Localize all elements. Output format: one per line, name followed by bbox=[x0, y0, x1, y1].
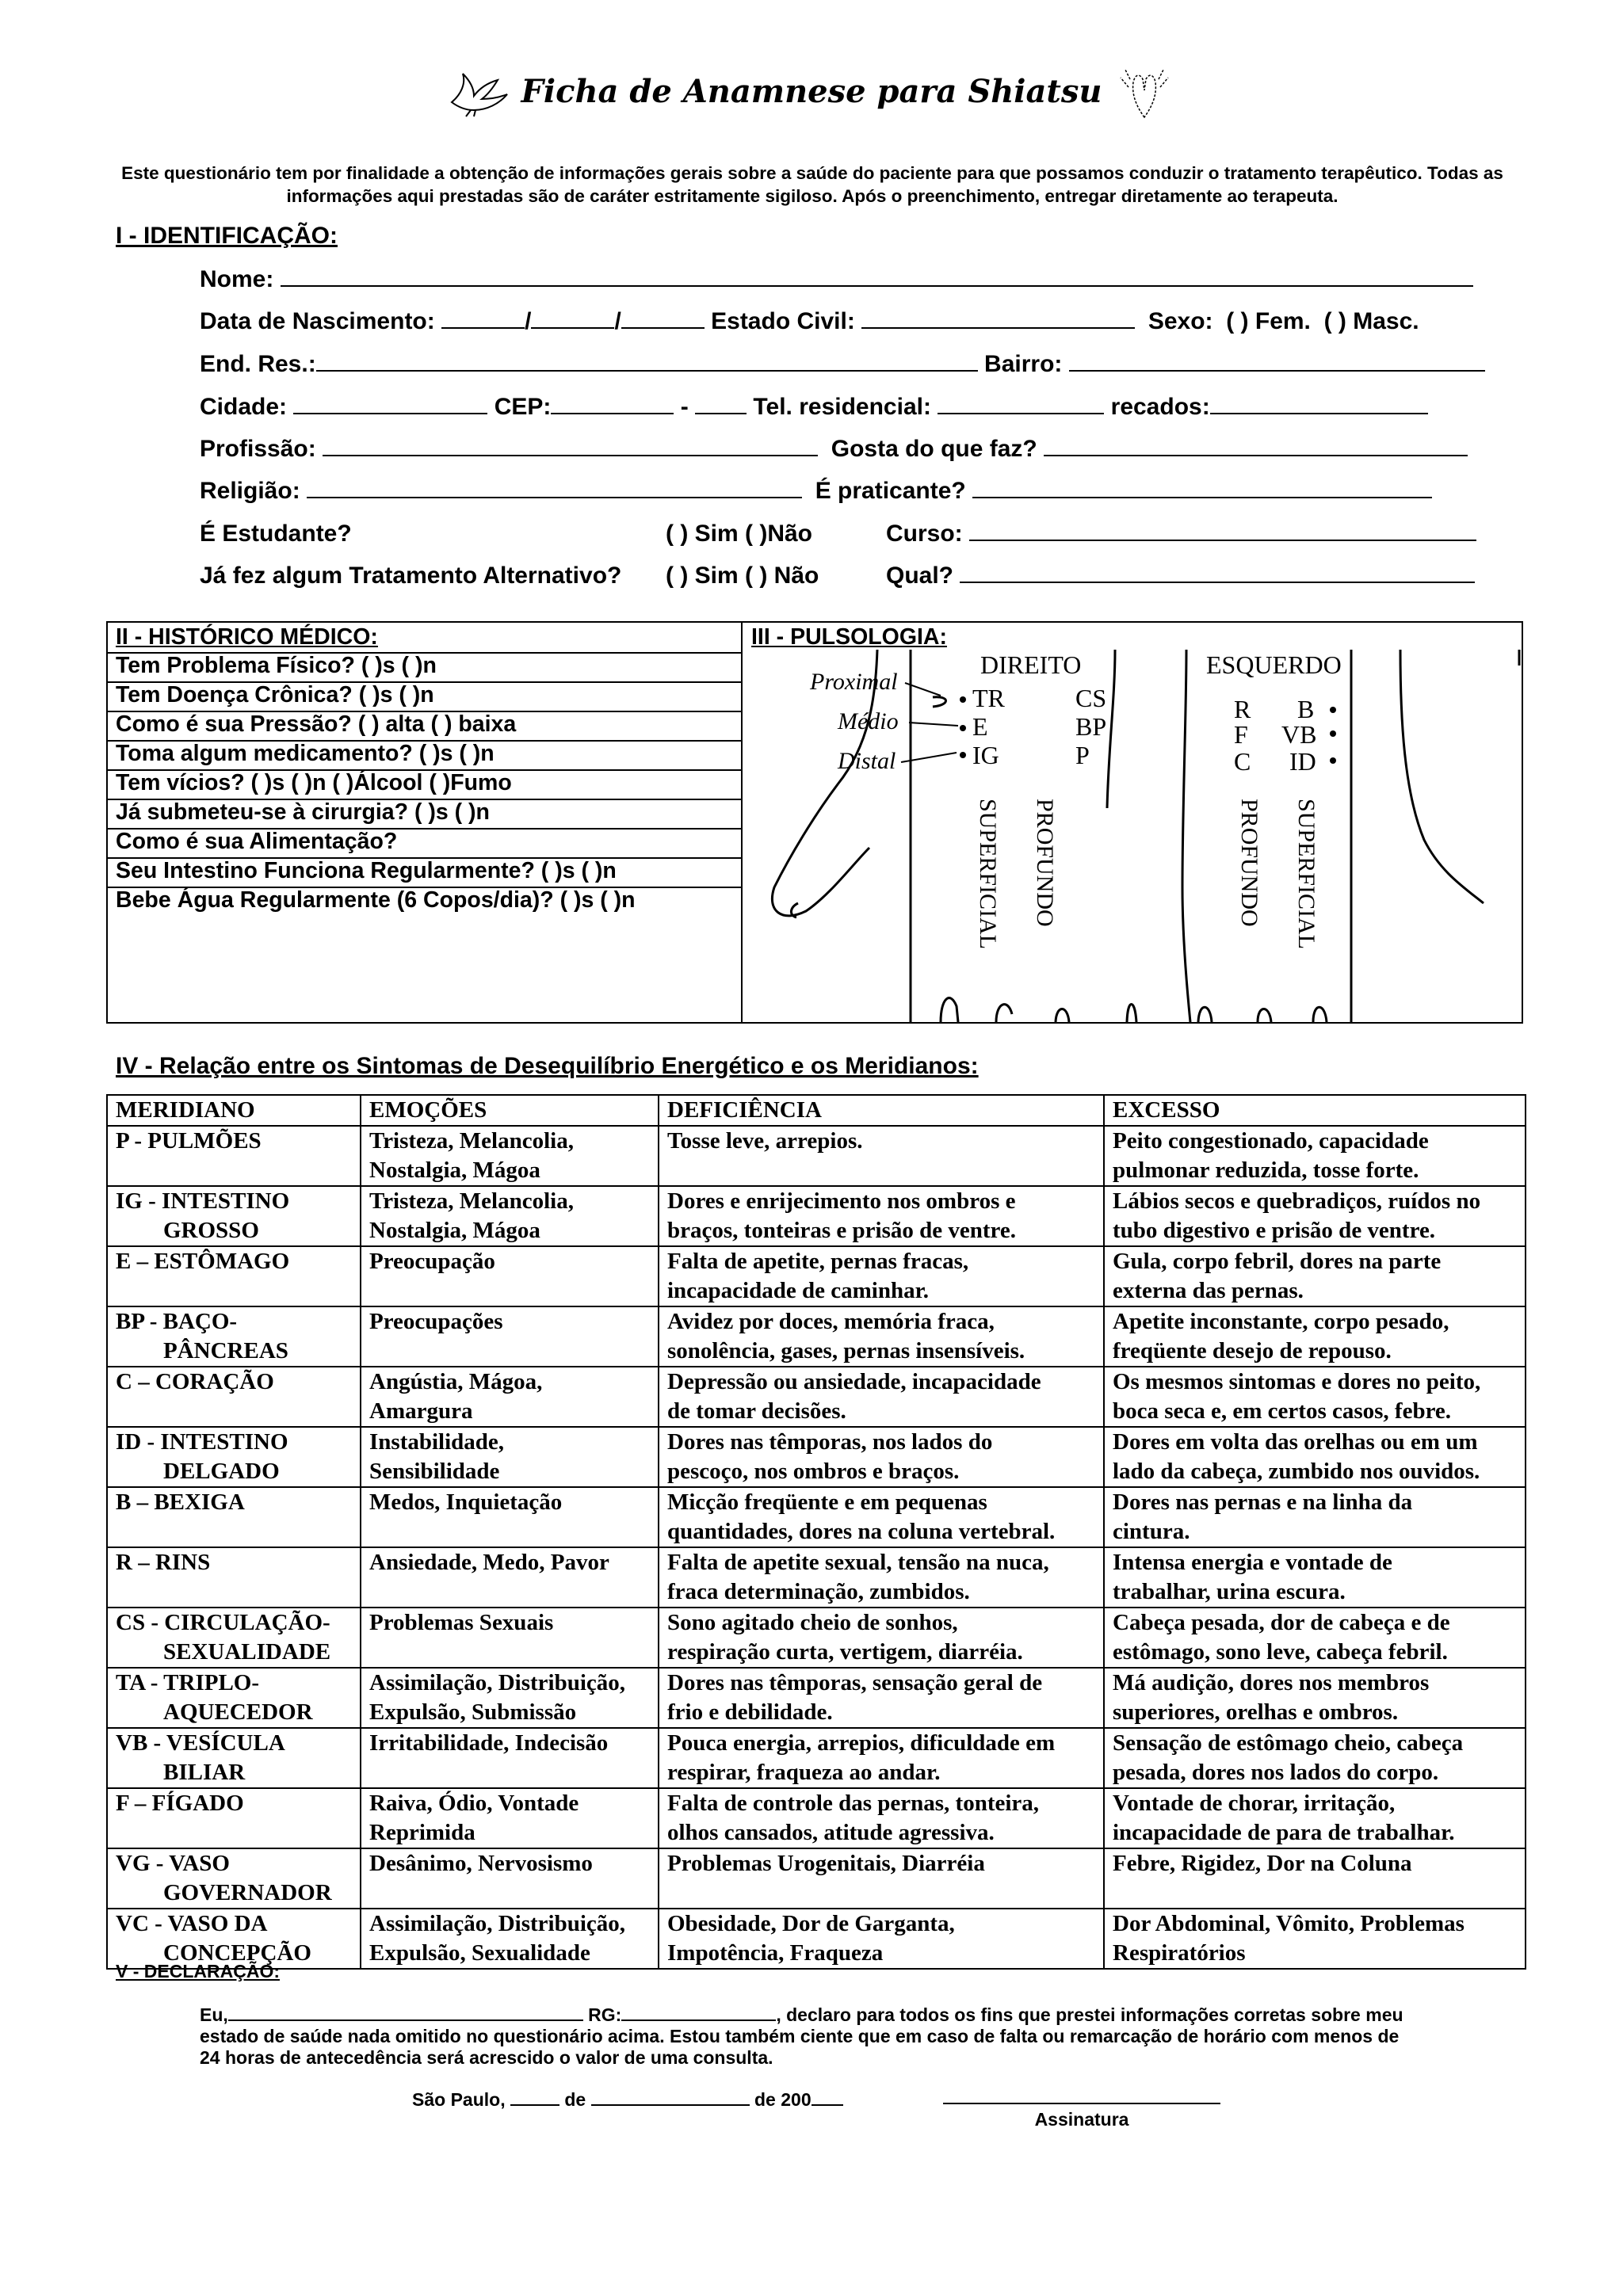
praticante-label: É praticante? bbox=[815, 478, 966, 504]
excesso-cell bbox=[1104, 1487, 1526, 1547]
dia-field[interactable] bbox=[510, 2090, 559, 2106]
meridian-e: E bbox=[972, 712, 988, 741]
praying-hands-icon bbox=[1113, 67, 1176, 122]
emocoes-text: Raiva, Ódio, Vontade bbox=[369, 1791, 579, 1816]
emocoes-text: Tristeza, Melancolia, bbox=[369, 1128, 574, 1154]
meridiano-name: C – CORAÇÃO bbox=[116, 1369, 274, 1394]
qual-label: Qual? bbox=[886, 563, 954, 589]
excesso-cell bbox=[1104, 1367, 1526, 1427]
cidade-field[interactable] bbox=[293, 394, 487, 414]
table-row bbox=[107, 1848, 1526, 1909]
excesso-text: incapacidade de para de trabalhar. bbox=[1113, 1820, 1455, 1845]
meridiano-cell bbox=[107, 1487, 361, 1547]
meridiano-cell bbox=[107, 1186, 361, 1246]
profissao-label: Profissão: bbox=[200, 436, 316, 462]
ano-field[interactable] bbox=[812, 2090, 843, 2106]
emocoes-text: Expulsão, Submissão bbox=[369, 1699, 577, 1725]
meridian-r: R bbox=[1234, 695, 1251, 723]
historico-row-6[interactable]: Já submeteu-se à cirurgia? ( )s ( )n bbox=[116, 799, 490, 825]
meridiano-cell bbox=[107, 1909, 361, 1969]
table-row bbox=[107, 1608, 1526, 1668]
profundo-left-label: PROFUNDO bbox=[1236, 799, 1262, 927]
cep-field[interactable] bbox=[551, 394, 674, 414]
proximal-label: Proximal bbox=[810, 669, 898, 695]
date-slash: / bbox=[525, 308, 532, 334]
emocoes-text: Tristeza, Melancolia, bbox=[369, 1188, 574, 1214]
meridiano-cell bbox=[107, 1246, 361, 1306]
deficiencia-cell bbox=[659, 1306, 1104, 1367]
emocoes-text: Amargura bbox=[369, 1398, 473, 1424]
deficiencia-cell bbox=[659, 1728, 1104, 1788]
emocoes-cell bbox=[361, 1608, 659, 1668]
meridiano-name: F – FÍGADO bbox=[116, 1791, 244, 1816]
deficiencia-text: Impotência, Fraqueza bbox=[667, 1940, 884, 1966]
historico-row-5[interactable]: Tem vícios? ( )s ( )n ( )Álcool ( )Fumo bbox=[116, 770, 512, 795]
tel-field[interactable] bbox=[938, 394, 1104, 414]
assinatura-line[interactable] bbox=[943, 2103, 1220, 2104]
table-row bbox=[107, 1367, 1526, 1427]
excesso-text: tubo digestivo e prisão de ventre. bbox=[1113, 1218, 1436, 1243]
excesso-text: freqüente desejo de repouso. bbox=[1113, 1338, 1392, 1363]
emocoes-text: Sensibilidade bbox=[369, 1459, 500, 1484]
cep-suffix-field[interactable] bbox=[695, 394, 747, 414]
dove-icon bbox=[447, 71, 510, 118]
assinatura-label: Assinatura bbox=[1034, 2109, 1129, 2130]
meridian-c: C bbox=[1234, 747, 1251, 776]
nome-label: Nome: bbox=[200, 266, 274, 292]
emocoes-cell bbox=[361, 1367, 659, 1427]
emocoes-text: Assimilação, Distribuição, bbox=[369, 1670, 626, 1695]
tratamento-label: Já fez algum Tratamento Alternativo? bbox=[200, 563, 622, 589]
excesso-text: Dor Abdominal, Vômito, Problemas bbox=[1113, 1911, 1465, 1936]
form-title bbox=[0, 67, 1623, 122]
excesso-cell bbox=[1104, 1608, 1526, 1668]
excesso-text: Febre, Rigidez, Dor na Coluna bbox=[1113, 1851, 1412, 1876]
form-title-text: Ficha de Anamnese para Shiatsu bbox=[521, 73, 1102, 110]
meridiano-cell bbox=[107, 1668, 361, 1728]
distal-label: Distal bbox=[838, 748, 896, 774]
meridiano-name: ID - INTESTINO bbox=[116, 1429, 288, 1455]
religiao-field[interactable] bbox=[307, 478, 802, 498]
emocoes-text: Problemas Sexuais bbox=[369, 1610, 554, 1635]
excesso-cell bbox=[1104, 1186, 1526, 1246]
deficiencia-text: Problemas Urogenitais, Diarréia bbox=[667, 1851, 985, 1876]
deficiencia-cell bbox=[659, 1246, 1104, 1306]
direito-group bbox=[972, 650, 1106, 769]
emocoes-cell bbox=[361, 1788, 659, 1848]
superficial-left-label: SUPERFICIAL bbox=[1293, 799, 1319, 950]
excesso-text: Gula, corpo febril, dores na parte bbox=[1113, 1249, 1442, 1274]
meridiano-cell bbox=[107, 1126, 361, 1186]
deficiencia-cell bbox=[659, 1788, 1104, 1848]
deficiencia-text: incapacidade de caminhar. bbox=[667, 1278, 930, 1303]
deficiencia-cell bbox=[659, 1547, 1104, 1608]
emocoes-text: Irritabilidade, Indecisão bbox=[369, 1730, 609, 1756]
historico-heading: II - HISTÓRICO MÉDICO: bbox=[116, 624, 378, 650]
estudante-label: É Estudante? bbox=[200, 521, 352, 547]
meridiano-cell bbox=[107, 1427, 361, 1487]
meridiano-cell bbox=[107, 1728, 361, 1788]
meridiano-name-cont: GROSSO bbox=[163, 1218, 259, 1243]
meridiano-name-cont: GOVERNADOR bbox=[163, 1880, 332, 1905]
deficiencia-text: respiração curta, vertigem, diarréia. bbox=[667, 1639, 1023, 1665]
mes-field[interactable] bbox=[591, 2090, 750, 2106]
deficiencia-text: braços, tonteiras e prisão de ventre. bbox=[667, 1218, 1017, 1243]
estado-civil-label: Estado Civil: bbox=[711, 308, 855, 334]
profissao-row bbox=[200, 436, 1468, 463]
excesso-text: Respiratórios bbox=[1113, 1940, 1246, 1966]
excesso-cell bbox=[1104, 1306, 1526, 1367]
meridian-bp: BP bbox=[1075, 712, 1107, 741]
nascimento-year-field[interactable] bbox=[621, 308, 705, 329]
emocoes-cell bbox=[361, 1487, 659, 1547]
qual-field[interactable] bbox=[960, 563, 1475, 583]
sexo-fem-checkbox[interactable]: ( ) Fem. bbox=[1226, 308, 1311, 334]
excesso-text: Vontade de chorar, irritação, bbox=[1113, 1791, 1396, 1816]
emocoes-cell bbox=[361, 1186, 659, 1246]
declaracao-line3: 24 horas de antecedência será acrescido o valor de uma consulta. bbox=[200, 2047, 773, 2068]
cep-label: CEP: bbox=[494, 394, 552, 420]
excesso-cell bbox=[1104, 1728, 1526, 1788]
nascimento-row bbox=[200, 308, 1419, 335]
historico-row-7[interactable]: Como é sua Alimentação? bbox=[116, 829, 398, 854]
declaracao-line1: , declaro para todos os fins que prestei informações corretas sobre meu bbox=[776, 2004, 1403, 2025]
meridiano-name: P - PULMÕES bbox=[116, 1128, 262, 1154]
historico-row-1[interactable]: Tem Problema Físico? ( )s ( )n bbox=[116, 653, 437, 678]
emocoes-text: Preocupações bbox=[369, 1309, 503, 1334]
emocoes-cell bbox=[361, 1427, 659, 1487]
deficiencia-text: quantidades, dores na coluna vertebral. bbox=[667, 1519, 1056, 1544]
esquerdo-label: ESQUERDO bbox=[1206, 650, 1342, 679]
emocoes-cell bbox=[361, 1126, 659, 1186]
meridiano-name-cont: SEXUALIDADE bbox=[163, 1639, 331, 1665]
superficial-right-label: SUPERFICIAL bbox=[975, 799, 1001, 950]
meridiano-cell bbox=[107, 1788, 361, 1848]
declarante-name-field[interactable] bbox=[228, 2005, 583, 2021]
gosta-label: Gosta do que faz? bbox=[831, 436, 1037, 462]
deficiencia-text: Micção freqüente e em pequenas bbox=[667, 1489, 987, 1515]
deficiencia-cell bbox=[659, 1487, 1104, 1547]
deficiencia-text: Tosse leve, arrepios. bbox=[667, 1128, 863, 1154]
sexo-label: Sexo: bbox=[1148, 308, 1213, 334]
hands-outline bbox=[772, 650, 1519, 1022]
excesso-text: Sensação de estômago cheio, cabeça bbox=[1113, 1730, 1464, 1756]
deficiencia-text: frio e debilidade. bbox=[667, 1699, 833, 1725]
cep-dash: - bbox=[680, 394, 689, 420]
deficiencia-cell bbox=[659, 1427, 1104, 1487]
deficiencia-text: Falta de apetite, pernas fracas, bbox=[667, 1249, 969, 1274]
excesso-text: Má audição, dores nos membros bbox=[1113, 1670, 1430, 1695]
endereco-row bbox=[200, 351, 1485, 378]
deficiencia-text: Avidez por doces, memória fraca, bbox=[667, 1309, 995, 1334]
historico-row-3[interactable]: Como é sua Pressão? ( ) alta ( ) baixa bbox=[116, 711, 517, 737]
nome-row bbox=[200, 266, 1473, 293]
deficiencia-text: respirar, fraqueza ao andar. bbox=[667, 1760, 941, 1785]
nascimento-day-field[interactable] bbox=[441, 308, 525, 329]
excesso-cell bbox=[1104, 1668, 1526, 1728]
excesso-text: Dores em volta das orelhas ou em um bbox=[1113, 1429, 1478, 1455]
emocoes-cell bbox=[361, 1848, 659, 1909]
bairro-field[interactable] bbox=[1069, 351, 1485, 372]
excesso-text: lado da cabeça, zumbido nos ouvidos. bbox=[1113, 1459, 1480, 1484]
endereco-label: End. Res.: bbox=[200, 351, 316, 377]
deficiencia-text: Dores e enrijecimento nos ombros e bbox=[667, 1188, 1016, 1214]
declaracao-heading: V - DECLARAÇÃO: bbox=[116, 1961, 280, 1981]
recados-label: recados: bbox=[1110, 394, 1210, 420]
deficiencia-text: Falta de controle das pernas, tonteira, bbox=[667, 1791, 1040, 1816]
tel-label: Tel. residencial: bbox=[753, 394, 931, 420]
emocoes-text: Expulsão, Sexualidade bbox=[369, 1940, 590, 1966]
meridian-b: B bbox=[1297, 695, 1315, 723]
excesso-cell bbox=[1104, 1909, 1526, 1969]
de-200-label: de 200 bbox=[754, 2089, 812, 2110]
emocoes-text: Angústia, Mágoa, bbox=[369, 1369, 543, 1394]
meridiano-cell bbox=[107, 1608, 361, 1668]
meridian-f: F bbox=[1234, 720, 1248, 749]
excesso-cell bbox=[1104, 1788, 1526, 1848]
deficiencia-text: Pouca energia, arrepios, dificuldade em bbox=[667, 1730, 1056, 1756]
declaracao-text bbox=[200, 2004, 1515, 2069]
deficiencia-text: fraca determinação, zumbidos. bbox=[667, 1579, 970, 1604]
nascimento-month-field[interactable] bbox=[531, 308, 614, 329]
emocoes-text: Nostalgia, Mágoa bbox=[369, 1158, 540, 1183]
excesso-text: cintura. bbox=[1113, 1519, 1190, 1544]
emocoes-text: Preocupação bbox=[369, 1249, 495, 1274]
deficiencia-cell bbox=[659, 1668, 1104, 1728]
emocoes-cell bbox=[361, 1306, 659, 1367]
meridian-cs: CS bbox=[1075, 684, 1107, 712]
deficiencia-cell bbox=[659, 1367, 1104, 1427]
table-row bbox=[107, 1186, 1526, 1246]
intro-text: Este questionário tem por finalidade a obtenção de informações gerais sobre a saúde do paciente para que possamos conduzir o tratamento terapêutico. Todas as informações aqui prestadas são de caráter estritamente sigiloso. Após o preenchimento, entregar diretamente ao terapeuta. bbox=[121, 163, 1503, 206]
meridiano-name: VB - VESÍCULA bbox=[116, 1730, 285, 1756]
pulse-position-labels bbox=[809, 669, 899, 774]
table-row bbox=[107, 1487, 1526, 1547]
deficiencia-text: Falta de apetite sexual, tensão na nuca, bbox=[667, 1550, 1049, 1575]
meridian-ig: IG bbox=[972, 741, 999, 769]
meridiano-name: VG - VASO bbox=[116, 1851, 230, 1876]
cidade-row bbox=[200, 394, 1428, 421]
excesso-text: Lábios secos e quebradiços, ruídos no bbox=[1113, 1188, 1481, 1214]
deficiencia-cell bbox=[659, 1186, 1104, 1246]
historico-row-9[interactable]: Bebe Água Regularmente (6 Copos/dia)? ( )s ( )n bbox=[116, 887, 636, 913]
data-local-row bbox=[412, 2089, 843, 2111]
historico-row-2[interactable]: Tem Doença Crônica? ( )s ( )n bbox=[116, 682, 434, 707]
emocoes-text: Desânimo, Nervosismo bbox=[369, 1851, 593, 1876]
emocoes-text: Instabilidade, bbox=[369, 1429, 505, 1455]
excesso-text: Dores nas pernas e na linha da bbox=[1113, 1489, 1413, 1515]
meridian-p: P bbox=[1075, 741, 1090, 769]
meridiano-name: R – RINS bbox=[116, 1550, 211, 1575]
religiao-row bbox=[200, 478, 1432, 505]
rg-label: RG: bbox=[588, 2004, 622, 2025]
excesso-cell bbox=[1104, 1246, 1526, 1306]
excesso-cell bbox=[1104, 1126, 1526, 1186]
excesso-text: externa das pernas. bbox=[1113, 1278, 1304, 1303]
meridiano-name: CS - CIRCULAÇÃO- bbox=[116, 1610, 330, 1635]
pulse-dots bbox=[960, 696, 1336, 764]
deficiencia-cell bbox=[659, 1126, 1104, 1186]
table-row bbox=[107, 1547, 1526, 1608]
meridiano-name-cont: AQUECEDOR bbox=[163, 1699, 313, 1725]
header-emocoes: EMOÇÕES bbox=[361, 1095, 659, 1126]
meridiano-cell bbox=[107, 1848, 361, 1909]
deficiencia-cell bbox=[659, 1608, 1104, 1668]
table-row bbox=[107, 1728, 1526, 1788]
tratamento-checkboxes[interactable]: ( ) Sim ( ) Não bbox=[666, 563, 819, 589]
date-slash: / bbox=[614, 308, 621, 334]
deficiencia-text: Depressão ou ansiedade, incapacidade bbox=[667, 1369, 1041, 1394]
excesso-text: boca seca e, em certos casos, febre. bbox=[1113, 1398, 1452, 1424]
excesso-text: Apetite inconstante, corpo pesado, bbox=[1113, 1309, 1449, 1334]
deficiencia-cell bbox=[659, 1909, 1104, 1969]
historico-row-8[interactable]: Seu Intestino Funciona Regularmente? ( )s ( )n bbox=[116, 858, 617, 883]
deficiencia-text: de tomar decisões. bbox=[667, 1398, 846, 1424]
direito-label: DIREITO bbox=[980, 650, 1082, 679]
nascimento-label: Data de Nascimento: bbox=[200, 308, 435, 334]
meridian-vb: VB bbox=[1281, 720, 1317, 749]
deficiencia-text: sonolência, gases, pernas insensíveis. bbox=[667, 1338, 1025, 1363]
meridiano-name: BP - BAÇO- bbox=[116, 1309, 238, 1334]
excesso-text: Intensa energia e vontade de bbox=[1113, 1550, 1392, 1575]
excesso-text: pulmonar reduzida, tosse forte. bbox=[1113, 1158, 1419, 1183]
header-excesso: EXCESSO bbox=[1104, 1095, 1526, 1126]
excesso-text: Cabeça pesada, dor de cabeça e de bbox=[1113, 1610, 1450, 1635]
emocoes-cell bbox=[361, 1728, 659, 1788]
estudante-checkboxes[interactable]: ( ) Sim ( )Não bbox=[666, 521, 812, 547]
section-identificacao-heading: I - IDENTIFICAÇÃO: bbox=[116, 223, 338, 249]
bairro-label: Bairro: bbox=[984, 351, 1063, 377]
nome-field[interactable] bbox=[281, 266, 1473, 287]
depth-labels bbox=[975, 799, 1319, 949]
medio-label: Médio bbox=[838, 708, 899, 734]
meridiano-name-cont: PÂNCREAS bbox=[163, 1338, 288, 1363]
emocoes-text: Medos, Inquietação bbox=[369, 1489, 563, 1515]
de-label: de bbox=[564, 2089, 586, 2110]
cidade-label: Cidade: bbox=[200, 394, 288, 420]
estado-civil-field[interactable] bbox=[861, 308, 1135, 329]
deficiencia-text: pescoço, nos ombros e braços. bbox=[667, 1459, 960, 1484]
table-row bbox=[107, 1306, 1526, 1367]
pulsologia-heading: III - PULSOLOGIA: bbox=[751, 624, 947, 650]
profundo-right-label: PROFUNDO bbox=[1032, 799, 1058, 927]
emocoes-cell bbox=[361, 1909, 659, 1969]
meridiano-name-cont: DELGADO bbox=[163, 1459, 280, 1484]
table-row bbox=[107, 1788, 1526, 1848]
header-meridiano: MERIDIANO bbox=[107, 1095, 361, 1126]
excesso-text: pesada, dores nos lados do corpo. bbox=[1113, 1760, 1439, 1785]
meridiano-name-cont: BILIAR bbox=[163, 1760, 246, 1785]
meridiano-cell bbox=[107, 1367, 361, 1427]
sexo-masc-checkbox[interactable]: ( ) Masc. bbox=[1323, 308, 1419, 334]
meridiano-name: TA - TRIPLO- bbox=[116, 1670, 260, 1695]
meridianos-table bbox=[106, 1094, 1526, 1970]
meridian-id: ID bbox=[1289, 747, 1316, 776]
profissao-field[interactable] bbox=[323, 436, 818, 456]
religiao-label: Religião: bbox=[200, 478, 300, 504]
meridiano-name: B – BEXIGA bbox=[116, 1489, 245, 1515]
eu-label: Eu, bbox=[200, 2004, 228, 2025]
rg-field[interactable] bbox=[621, 2005, 776, 2021]
deficiencia-text: Dores nas têmporas, nos lados do bbox=[667, 1429, 993, 1455]
deficiencia-text: Sono agitado cheio de sonhos, bbox=[667, 1610, 958, 1635]
table-row bbox=[107, 1427, 1526, 1487]
curso-row bbox=[886, 521, 1476, 547]
meridianos-heading: IV - Relação entre os Sintomas de Desequilíbrio Energético e os Meridianos: bbox=[116, 1053, 979, 1079]
meridiano-cell bbox=[107, 1306, 361, 1367]
emocoes-cell bbox=[361, 1547, 659, 1608]
deficiencia-text: Obesidade, Dor de Garganta, bbox=[667, 1911, 955, 1936]
pulsologia-diagram bbox=[743, 650, 1522, 1022]
excesso-text: superiores, orelhas e ombros. bbox=[1113, 1699, 1399, 1725]
excesso-text: estômago, sono leve, cabeça febril. bbox=[1113, 1639, 1448, 1665]
table-row bbox=[107, 1909, 1526, 1969]
emocoes-text: Reprimida bbox=[369, 1820, 475, 1845]
table-header-row bbox=[107, 1095, 1526, 1126]
curso-label: Curso: bbox=[886, 521, 963, 547]
excesso-text: trabalhar, urina escura. bbox=[1113, 1579, 1346, 1604]
qual-row bbox=[886, 563, 1475, 589]
meridiano-name: VC - VASO DA bbox=[116, 1911, 268, 1936]
table-row bbox=[107, 1246, 1526, 1306]
excesso-text: Os mesmos sintomas e dores no peito, bbox=[1113, 1369, 1481, 1394]
emocoes-cell bbox=[361, 1668, 659, 1728]
table-row bbox=[107, 1668, 1526, 1728]
excesso-text: Peito congestionado, capacidade bbox=[1113, 1128, 1429, 1154]
excesso-cell bbox=[1104, 1427, 1526, 1487]
historico-row-4[interactable]: Toma algum medicamento? ( )s ( )n bbox=[116, 741, 495, 766]
excesso-cell bbox=[1104, 1848, 1526, 1909]
declaracao-line2: estado de saúde nada omitido no questionário acima. Estou também ciente que em caso de falta ou remarcação de horário com menos de bbox=[200, 2026, 1400, 2046]
curso-field[interactable] bbox=[969, 521, 1476, 541]
sao-paulo-label: São Paulo, bbox=[412, 2089, 506, 2110]
deficiencia-text: Dores nas têmporas, sensação geral de bbox=[667, 1670, 1043, 1695]
recados-field[interactable] bbox=[1210, 394, 1428, 414]
meridian-tr: TR bbox=[972, 684, 1005, 712]
meridiano-name: E – ESTÔMAGO bbox=[116, 1249, 290, 1274]
deficiencia-text: olhos cansados, atitude agressiva. bbox=[667, 1820, 995, 1845]
emocoes-text: Assimilação, Distribuição, bbox=[369, 1911, 626, 1936]
emocoes-text: Ansiedade, Medo, Pavor bbox=[369, 1550, 609, 1575]
meridiano-cell bbox=[107, 1547, 361, 1608]
header-deficiencia: DEFICIÊNCIA bbox=[659, 1095, 1104, 1126]
endereco-field[interactable] bbox=[316, 351, 978, 372]
deficiencia-cell bbox=[659, 1848, 1104, 1909]
emocoes-cell bbox=[361, 1246, 659, 1306]
table-row bbox=[107, 1126, 1526, 1186]
excesso-cell bbox=[1104, 1547, 1526, 1608]
gosta-field[interactable] bbox=[1044, 436, 1468, 456]
meridiano-name-cont: CONCEPÇÃO bbox=[163, 1940, 311, 1966]
praticante-field[interactable] bbox=[972, 478, 1432, 498]
meridiano-name: IG - INTESTINO bbox=[116, 1188, 290, 1214]
emocoes-text: Nostalgia, Mágoa bbox=[369, 1218, 540, 1243]
esquerdo-group bbox=[1206, 650, 1342, 776]
